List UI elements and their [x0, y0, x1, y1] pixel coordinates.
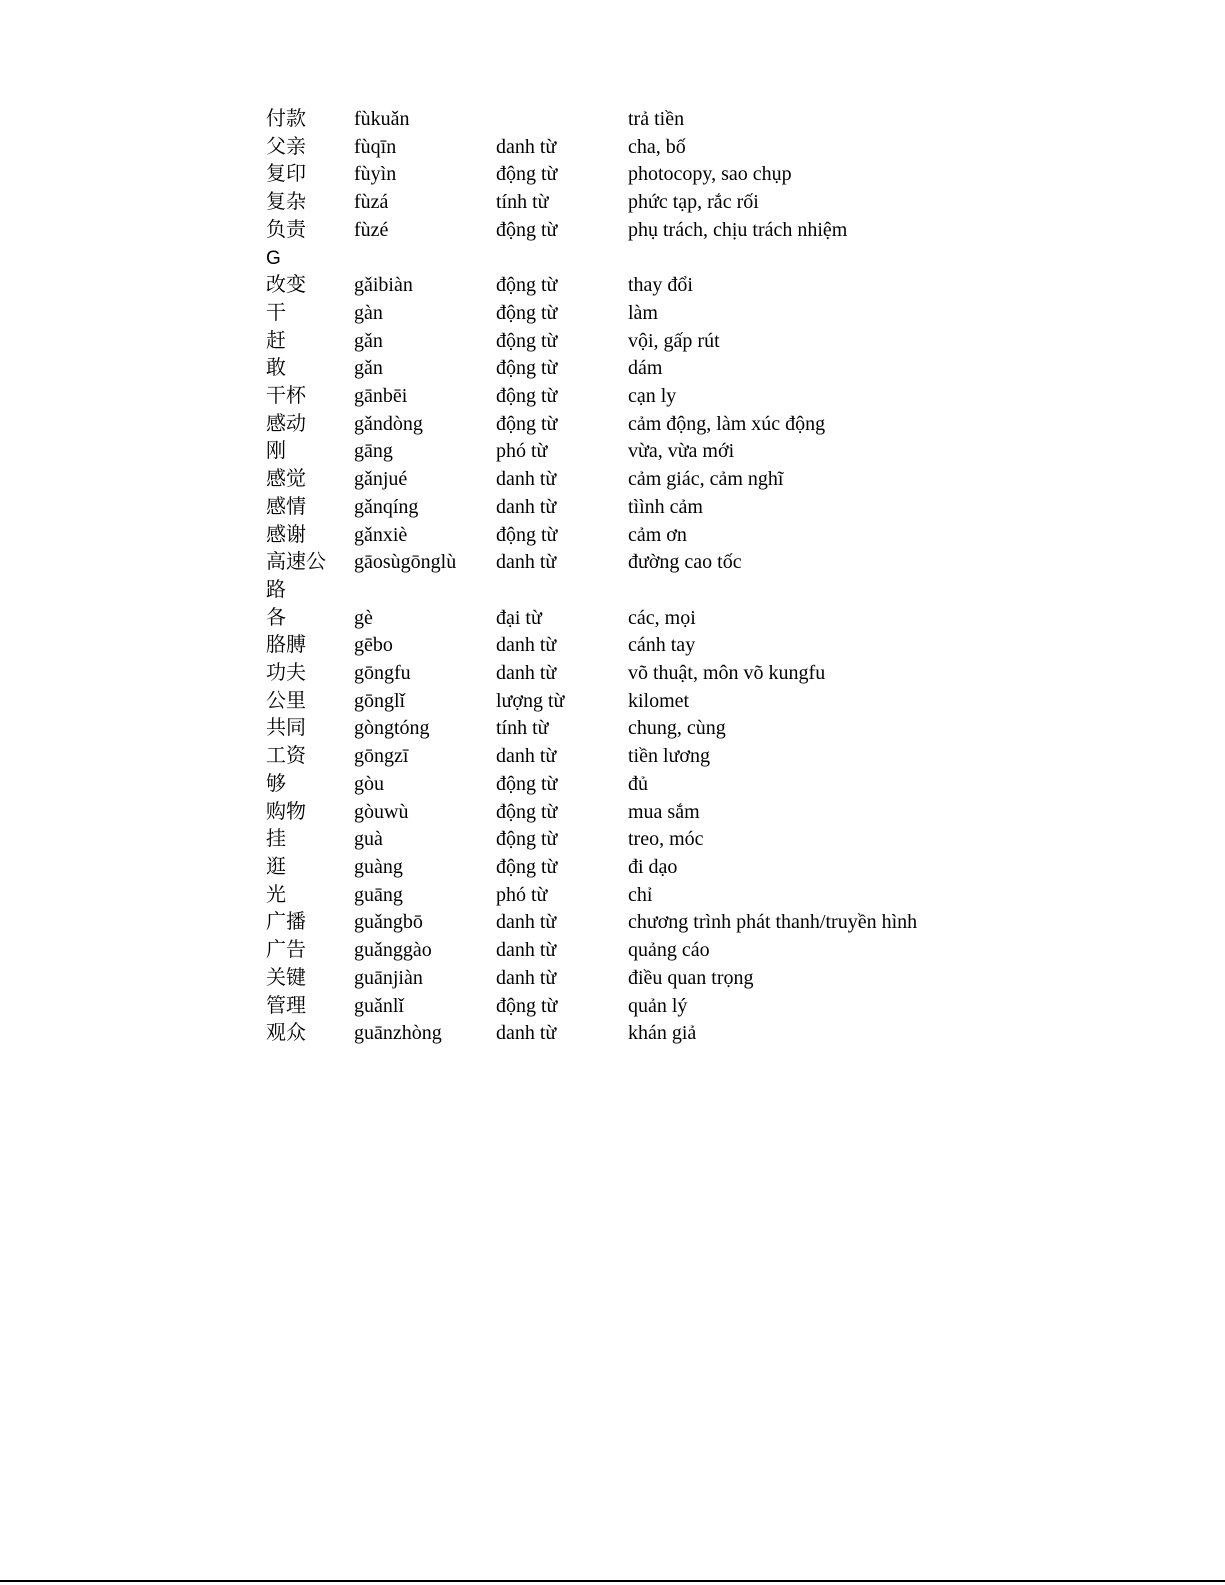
- meaning-cell: cha, bố: [628, 135, 686, 158]
- pinyin-cell: gǎnqíng: [354, 495, 419, 518]
- part-of-speech-cell: tính từ: [496, 191, 549, 214]
- meaning-cell: chỉ: [628, 883, 653, 906]
- vocab-row: [266, 466, 986, 494]
- meaning-cell: đi dạo: [628, 855, 678, 878]
- hanzi-cell: 父亲: [266, 135, 306, 158]
- hanzi-cell: 各: [266, 606, 286, 629]
- part-of-speech-cell: tính từ: [496, 717, 549, 740]
- part-of-speech-cell: danh từ: [496, 662, 557, 685]
- pinyin-cell: fùzé: [354, 218, 389, 241]
- meaning-cell: dám: [628, 357, 663, 380]
- hanzi-cell: 付款: [266, 108, 306, 130]
- hanzi-cell: 广告: [266, 939, 306, 962]
- vocab-row: [266, 882, 986, 910]
- pinyin-cell: gòuwù: [354, 800, 409, 823]
- vocab-row: [266, 632, 986, 660]
- hanzi-cell: 共同: [266, 717, 306, 740]
- pinyin-cell: fùzá: [354, 191, 389, 214]
- part-of-speech-cell: động từ: [496, 163, 558, 186]
- part-of-speech-cell: lượng từ: [496, 689, 565, 712]
- meaning-cell: quảng cáo: [628, 939, 710, 962]
- pinyin-cell: guānzhòng: [354, 1022, 442, 1045]
- pinyin-cell: guǎngbō: [354, 911, 423, 934]
- vocab-row: [266, 605, 986, 633]
- page-bottom-rule: [0, 1580, 1225, 1582]
- vocab-row: [266, 854, 986, 882]
- meaning-cell: trả tiền: [628, 108, 685, 130]
- part-of-speech-cell: đại từ: [496, 606, 542, 629]
- vocab-row: [266, 383, 986, 411]
- vocab-row: [266, 217, 986, 245]
- meaning-cell: cảm ơn: [628, 523, 687, 546]
- hanzi-cell: 广播: [266, 911, 306, 934]
- vocab-row: [266, 106, 986, 134]
- meaning-cell: khán giả: [628, 1022, 697, 1045]
- meaning-cell: mua sắm: [628, 800, 700, 823]
- vocab-row: [266, 965, 986, 993]
- hanzi-cell: 改变: [266, 274, 306, 297]
- hanzi-cell: 购物: [266, 800, 306, 823]
- hanzi-cell: 挂: [266, 828, 286, 851]
- pinyin-cell: gōngzī: [354, 745, 409, 768]
- vocab-row: [266, 328, 986, 356]
- meaning-cell: đường cao tốc: [628, 551, 742, 574]
- part-of-speech-cell: danh từ: [496, 468, 557, 491]
- meaning-cell: tìình cảm: [628, 495, 703, 518]
- meaning-cell: chương trình phát thanh/truyền hình: [628, 911, 918, 934]
- vocab-row: [266, 438, 986, 466]
- meaning-cell: cạn ly: [628, 385, 677, 408]
- vocab-row: [266, 771, 986, 799]
- vocab-row: [266, 937, 986, 965]
- pinyin-cell: guàng: [354, 855, 403, 878]
- hanzi-cell: 敢: [266, 357, 286, 380]
- hanzi-cell: 复印: [266, 163, 306, 186]
- vocab-row: [266, 688, 986, 716]
- pinyin-cell: gēbo: [354, 634, 393, 657]
- meaning-cell: thay đổi: [628, 274, 693, 297]
- hanzi-cell: 功夫: [266, 662, 306, 685]
- hanzi-cell: 高速公路: [266, 551, 326, 601]
- pinyin-cell: gōnglǐ: [354, 689, 406, 712]
- vocab-row: [266, 494, 986, 522]
- hanzi-cell: 负责: [266, 218, 306, 241]
- hanzi-cell: 关键: [266, 966, 306, 989]
- pinyin-cell: gānbēi: [354, 385, 408, 408]
- part-of-speech-cell: danh từ: [496, 634, 557, 657]
- part-of-speech-cell: động từ: [496, 772, 558, 795]
- part-of-speech-cell: động từ: [496, 828, 558, 851]
- pinyin-cell: guǎnlǐ: [354, 994, 404, 1017]
- hanzi-cell: 刚: [266, 440, 286, 463]
- pinyin-cell: guāng: [354, 883, 403, 906]
- meaning-cell: cánh tay: [628, 634, 696, 657]
- part-of-speech-cell: động từ: [496, 274, 558, 297]
- part-of-speech-cell: danh từ: [496, 1022, 557, 1045]
- vocab-row: [266, 660, 986, 688]
- vocab-row: [266, 549, 986, 604]
- vocabulary-list: [266, 106, 986, 1048]
- meaning-cell: photocopy, sao chụp: [628, 163, 792, 186]
- part-of-speech-cell: động từ: [496, 301, 558, 324]
- pinyin-cell: fùqīn: [354, 135, 397, 158]
- vocab-row: [266, 743, 986, 771]
- pinyin-cell: fùyìn: [354, 163, 397, 186]
- vocab-row: [266, 799, 986, 827]
- pinyin-cell: gòu: [354, 772, 384, 795]
- pinyin-cell: gòngtóng: [354, 717, 430, 740]
- meaning-cell: phức tạp, rắc rối: [628, 191, 759, 214]
- hanzi-cell: 感觉: [266, 468, 306, 491]
- part-of-speech-cell: động từ: [496, 994, 558, 1017]
- hanzi-cell: 工资: [266, 745, 306, 768]
- vocab-row: [266, 300, 986, 328]
- pinyin-cell: gǎn: [354, 329, 383, 352]
- vocab-row: [266, 245, 986, 273]
- part-of-speech-cell: danh từ: [496, 939, 557, 962]
- hanzi-cell: 感谢: [266, 523, 306, 546]
- pinyin-cell: gǎn: [354, 357, 383, 380]
- part-of-speech-cell: danh từ: [496, 966, 557, 989]
- pinyin-cell: gàn: [354, 301, 383, 324]
- part-of-speech-cell: danh từ: [496, 135, 557, 158]
- vocab-row: [266, 826, 986, 854]
- meaning-cell: chung, cùng: [628, 717, 726, 740]
- pinyin-cell: gōngfu: [354, 662, 411, 685]
- part-of-speech-cell: động từ: [496, 523, 558, 546]
- pinyin-cell: gǎibiàn: [354, 274, 413, 297]
- hanzi-cell: 干杯: [266, 385, 306, 408]
- part-of-speech-cell: động từ: [496, 800, 558, 823]
- hanzi-cell: 胳膊: [266, 634, 306, 657]
- part-of-speech-cell: phó từ: [496, 440, 548, 463]
- pinyin-cell: gǎnxiè: [354, 523, 408, 546]
- vocab-row: [266, 134, 986, 162]
- part-of-speech-cell: danh từ: [496, 745, 557, 768]
- hanzi-cell: 公里: [266, 689, 306, 712]
- part-of-speech-cell: động từ: [496, 385, 558, 408]
- meaning-cell: vừa, vừa mới: [628, 440, 735, 463]
- hanzi-cell: 干: [266, 301, 286, 324]
- meaning-cell: làm: [628, 301, 658, 324]
- vocab-row: [266, 909, 986, 937]
- part-of-speech-cell: phó từ: [496, 883, 548, 906]
- hanzi-cell: 够: [266, 772, 286, 795]
- part-of-speech-cell: động từ: [496, 218, 558, 241]
- meaning-cell: quản lý: [628, 994, 688, 1017]
- vocab-row: [266, 355, 986, 383]
- pinyin-cell: gǎnjué: [354, 468, 408, 491]
- hanzi-cell: G: [266, 247, 281, 269]
- vocab-row: [266, 161, 986, 189]
- meaning-cell: các, mọi: [628, 606, 696, 629]
- pinyin-cell: guà: [354, 828, 383, 851]
- pinyin-cell: gè: [354, 606, 373, 629]
- hanzi-cell: 复杂: [266, 191, 306, 214]
- pinyin-cell: fùkuǎn: [354, 108, 410, 130]
- meaning-cell: cảm động, làm xúc động: [628, 412, 826, 435]
- part-of-speech-cell: động từ: [496, 412, 558, 435]
- vocab-row: [266, 411, 986, 439]
- part-of-speech-cell: động từ: [496, 855, 558, 878]
- meaning-cell: kilomet: [628, 689, 690, 712]
- meaning-cell: đủ: [628, 772, 648, 795]
- hanzi-cell: 感情: [266, 495, 306, 518]
- part-of-speech-cell: động từ: [496, 357, 558, 380]
- hanzi-cell: 光: [266, 883, 286, 906]
- pinyin-cell: gāosùgōnglù: [354, 551, 457, 574]
- meaning-cell: treo, móc: [628, 828, 704, 851]
- pinyin-cell: guānjiàn: [354, 966, 423, 989]
- pinyin-cell: guǎnggào: [354, 939, 432, 962]
- pinyin-cell: gāng: [354, 440, 393, 463]
- vocab-row: [266, 272, 986, 300]
- meaning-cell: võ thuật, môn võ kungfu: [628, 662, 826, 685]
- meaning-cell: phụ trách, chịu trách nhiệm: [628, 218, 848, 241]
- hanzi-cell: 逛: [266, 855, 286, 878]
- pinyin-cell: gǎndòng: [354, 412, 423, 435]
- meaning-cell: điều quan trọng: [628, 966, 754, 989]
- meaning-cell: cảm giác, cảm nghĩ: [628, 468, 784, 491]
- hanzi-cell: 管理: [266, 994, 306, 1017]
- part-of-speech-cell: danh từ: [496, 911, 557, 934]
- hanzi-cell: 感动: [266, 412, 306, 435]
- part-of-speech-cell: động từ: [496, 329, 558, 352]
- part-of-speech-cell: danh từ: [496, 551, 557, 574]
- hanzi-cell: 观众: [266, 1022, 306, 1045]
- hanzi-cell: 赶: [266, 329, 286, 352]
- vocab-row: [266, 715, 986, 743]
- vocab-row: [266, 993, 986, 1021]
- meaning-cell: vội, gấp rút: [628, 329, 720, 352]
- meaning-cell: tiền lương: [628, 745, 710, 768]
- vocab-row: [266, 522, 986, 550]
- vocab-row: [266, 1020, 986, 1048]
- vocab-row: [266, 189, 986, 217]
- part-of-speech-cell: danh từ: [496, 495, 557, 518]
